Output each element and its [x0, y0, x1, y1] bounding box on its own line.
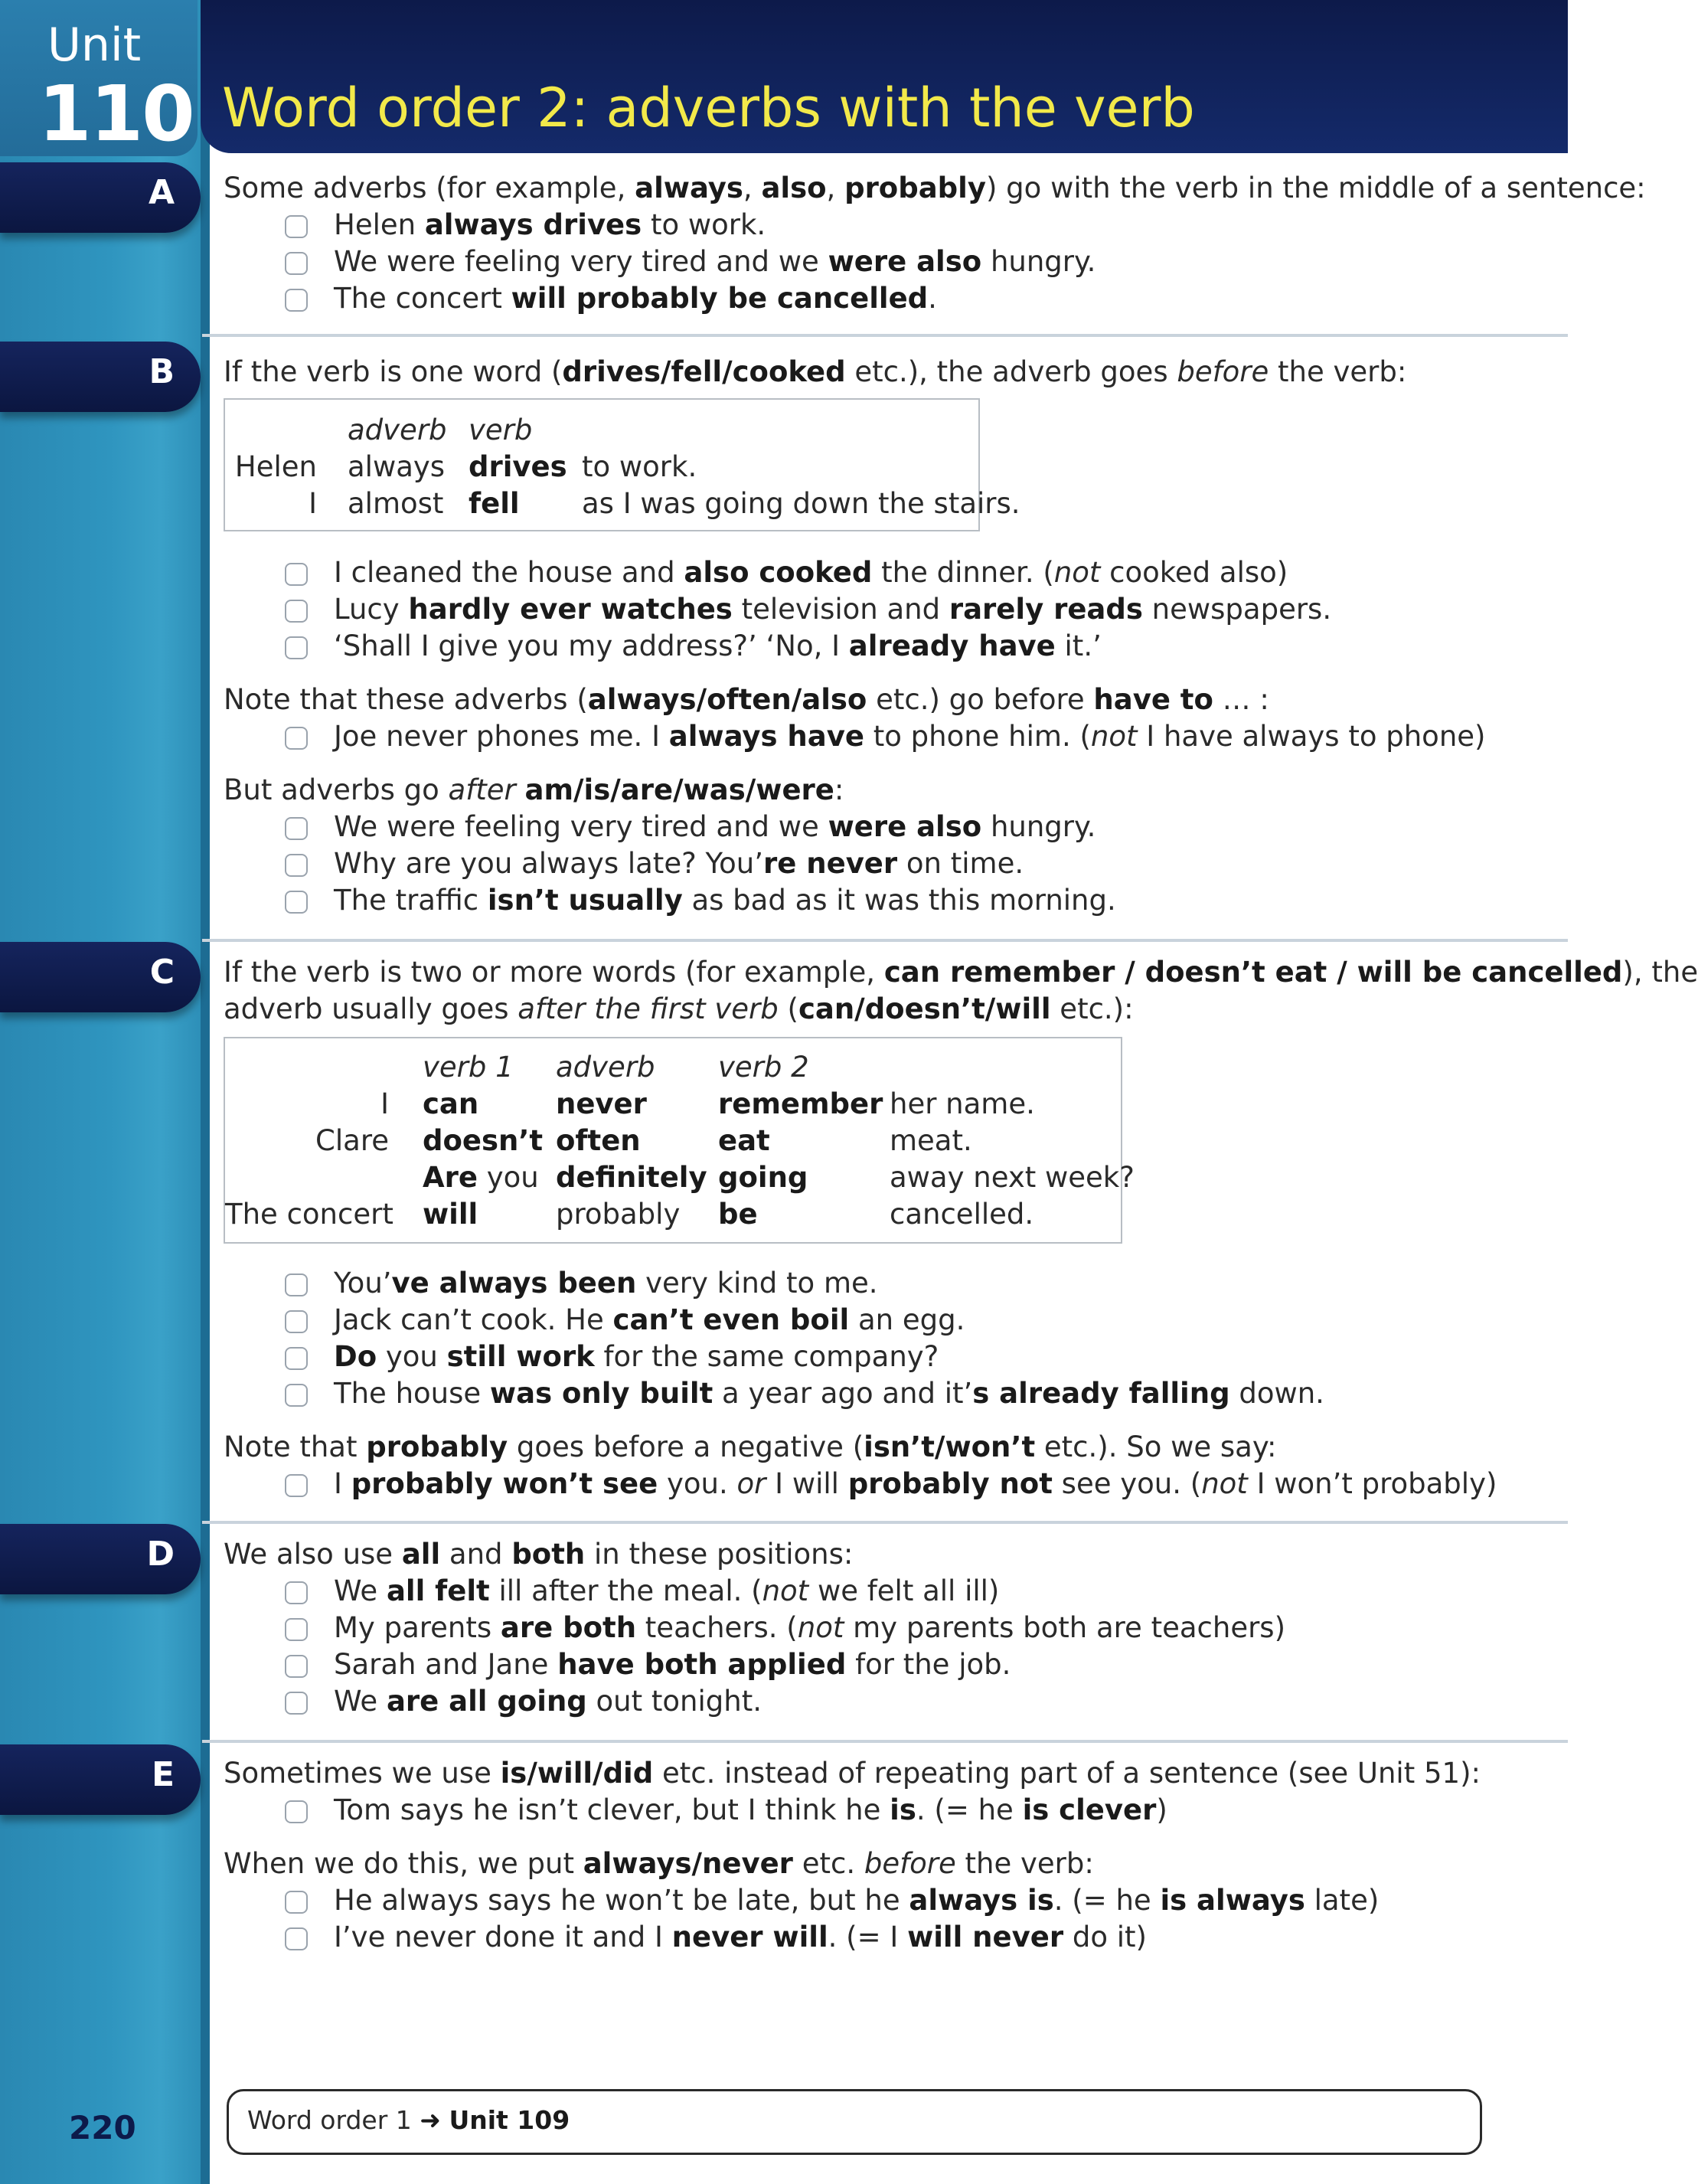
example-sentence: We all felt ill after the meal. (not we felt all ill): [224, 1573, 1525, 1610]
example-sentence: The traffic isn’t usually as bad as it was this morning.: [224, 882, 1525, 919]
section-divider: [202, 1740, 1568, 1743]
table-cell: remember: [718, 1087, 883, 1120]
section-a-intro: Some adverbs (for example, always, also, probably) go with the verb in the middle of a sentence:: [224, 172, 1646, 204]
table-cell: can: [423, 1087, 479, 1120]
table-header: adverb: [556, 1051, 655, 1084]
example-sentence: The concert will probably be cancelled.: [224, 280, 1525, 317]
table-cell: often: [556, 1124, 641, 1157]
table-cell: cancelled.: [890, 1198, 1034, 1231]
section-d-intro: We also use all and both in these positions:: [224, 1538, 854, 1571]
table-cell: Helen: [234, 450, 317, 483]
section-tab-a: [0, 162, 201, 233]
section-divider: [202, 334, 1568, 337]
section-divider: [202, 1521, 1568, 1524]
table-header: verb: [469, 414, 533, 446]
example-sentence: We are all going out tonight.: [224, 1683, 1525, 1720]
section-e-note: When we do this, we put always/never etc. before the verb:: [224, 1847, 1094, 1880]
page-title: Word order 2: adverbs with the verb: [222, 77, 1195, 139]
section-letter: D: [146, 1535, 175, 1574]
section-tab-b: [0, 342, 201, 412]
section-b: [224, 354, 1525, 391]
example-sentence: Lucy hardly ever watches television and rarely reads newspapers.: [224, 591, 1525, 628]
section-b-examples: [224, 554, 1525, 919]
unit-number: 110: [38, 69, 194, 159]
table-cell: away next week?: [890, 1161, 1135, 1194]
page-number: 220: [69, 2109, 136, 2146]
table-cell: Are you: [423, 1161, 539, 1194]
section-tab-d: [0, 1524, 201, 1594]
example-sentence: Sarah and Jane have both applied for the job.: [224, 1646, 1525, 1683]
section-letter: B: [149, 352, 175, 391]
table-header: verb 2: [718, 1051, 809, 1084]
example-sentence: We were feeling very tired and we were also hungry.: [224, 244, 1525, 280]
table-cell: Clare: [315, 1124, 389, 1157]
section-c: [224, 954, 1698, 1028]
example-table-c: [224, 1037, 1135, 1244]
table-cell: to work.: [582, 450, 697, 483]
example-sentence: My parents are both teachers. (not my parents both are teachers): [224, 1610, 1525, 1646]
example-sentence: You’ve always been very kind to me.: [224, 1265, 1525, 1302]
section-e: [224, 1755, 1525, 1956]
section-c-examples: [224, 1265, 1525, 1502]
cross-reference-box: [227, 2089, 1482, 2155]
example-sentence: Tom says he isn’t clever, but I think he is. (= he is clever): [224, 1792, 1525, 1829]
example-sentence: We were feeling very tired and we were also hungry.: [224, 809, 1525, 845]
arrow-right-icon: ➜: [420, 2105, 441, 2135]
unit-label: Unit: [47, 18, 142, 72]
example-sentence: I probably won’t see you. or I will probably not see you. (not I won’t probably): [224, 1466, 1525, 1502]
table-cell: never: [556, 1087, 647, 1120]
table-cell: her name.: [890, 1087, 1035, 1120]
section-letter: C: [149, 953, 175, 992]
section-letter: A: [148, 173, 175, 212]
section-b-intro: If the verb is one word (drives/fell/cooked etc.), the adverb goes before the verb:: [224, 355, 1407, 388]
example-sentence: ‘Shall I give you my address?’ ‘No, I already have it.’: [224, 628, 1525, 665]
table-cell: eat: [718, 1124, 770, 1157]
example-sentence: I cleaned the house and also cooked the dinner. (not cooked also): [224, 554, 1525, 591]
example-sentence: The house was only built a year ago and it’s already falling down.: [224, 1375, 1525, 1412]
example-sentence: I’ve never done it and I never will. (= I will never do it): [224, 1919, 1525, 1956]
section-tab-e: [0, 1744, 201, 1815]
section-d: [224, 1536, 1525, 1720]
table-cell: I: [309, 487, 317, 520]
table-cell: meat.: [890, 1124, 972, 1157]
table-cell: fell: [469, 487, 520, 520]
section-tab-c: [0, 942, 201, 1012]
table-cell: definitely: [556, 1161, 707, 1194]
section-c-note: Note that probably goes before a negative (isn’t/won’t etc.). So we say:: [224, 1430, 1277, 1463]
example-sentence: Jack can’t cook. He can’t even boil an egg.: [224, 1302, 1525, 1339]
example-sentence: Joe never phones me. I always have to phone him. (not I have always to phone): [224, 718, 1525, 755]
table-cell: The concert: [225, 1198, 393, 1231]
section-letter: E: [151, 1755, 175, 1794]
table-header: adverb: [348, 414, 447, 446]
table-cell: will: [423, 1198, 478, 1231]
example-sentence: Why are you always late? You’re never on time.: [224, 845, 1525, 882]
table-cell: as I was going down the stairs.: [582, 487, 1020, 520]
table-cell: probably: [556, 1198, 681, 1231]
example-sentence: He always says he won’t be late, but he always is. (= he is always late): [224, 1882, 1525, 1919]
example-table-b: [224, 398, 1020, 531]
table-cell: be: [718, 1198, 758, 1231]
sidebar: [0, 0, 210, 2184]
table-cell: almost: [348, 487, 444, 520]
example-sentence: Helen always drives to work.: [224, 207, 1525, 244]
section-e-intro: Sometimes we use is/will/did etc. instead of repeating part of a sentence (see Unit 51):: [224, 1757, 1481, 1790]
section-b-note: But adverbs go after am/is/are/was/were:: [224, 773, 844, 806]
table-header: verb 1: [423, 1051, 514, 1084]
section-c-intro: If the verb is two or more words (for example, can remember / doesn’t eat / will be cancelled), the: [224, 956, 1698, 989]
table-cell: always: [348, 450, 446, 483]
section-a: [224, 170, 1646, 317]
section-b-note: Note that these adverbs (always/often/also etc.) go before have to … :: [224, 683, 1269, 716]
table-cell: going: [718, 1161, 808, 1194]
section-divider: [202, 939, 1568, 942]
section-c-intro: adverb usually goes after the first verb (can/doesn’t/will etc.):: [224, 992, 1134, 1025]
cross-reference-link[interactable]: Word order 1 ➜ Unit 109: [247, 2105, 570, 2135]
table-cell: drives: [469, 450, 567, 483]
unit-badge: [0, 0, 198, 159]
example-sentence: Do you still work for the same company?: [224, 1339, 1525, 1375]
table-cell: I: [380, 1087, 389, 1120]
table-cell: doesn’t: [423, 1124, 544, 1157]
